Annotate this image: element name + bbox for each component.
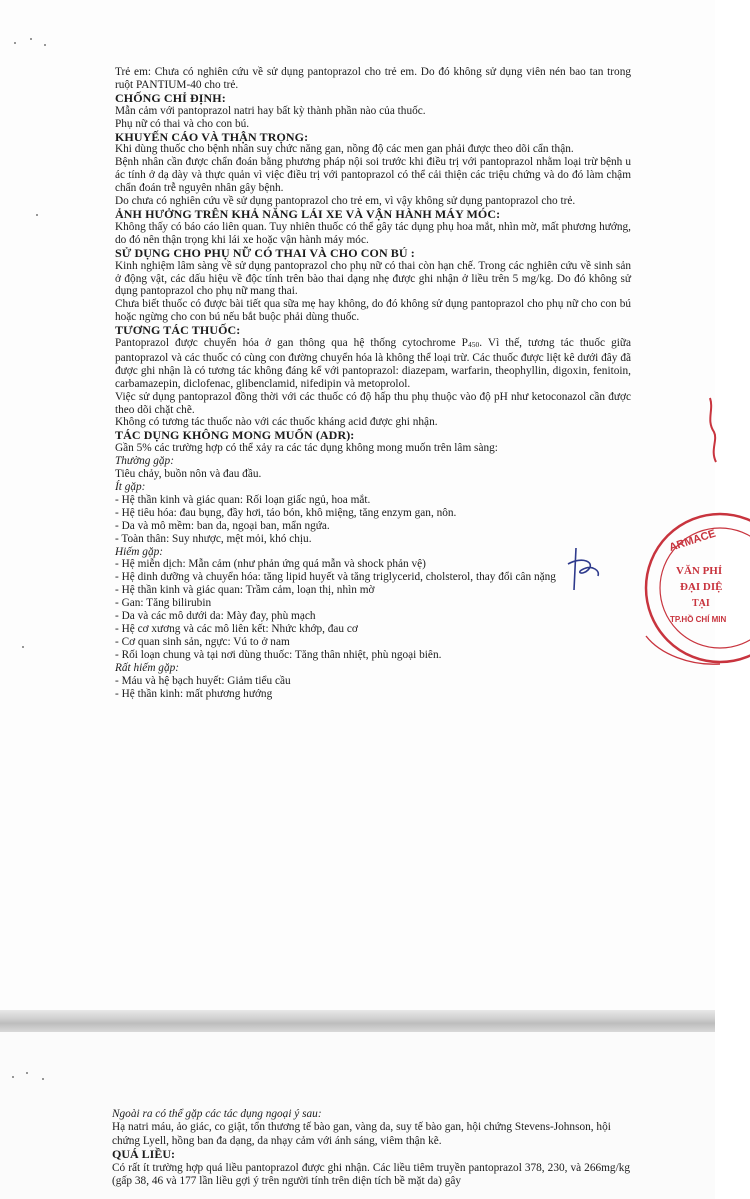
interactions-text bbox=[115, 337, 631, 391]
stamp-text: TẠI bbox=[692, 598, 710, 609]
contraindications-text: Phụ nữ có thai và cho con bú. bbox=[115, 117, 250, 130]
red-ink-mark bbox=[680, 390, 720, 480]
interactions-text-part: . Vì thế, tương tác thuốc giữa pantoprazol và các thuốc có cùng con đường chuyển hóa là không thể loại trừ. Các thuốc được liệt kê dưới đây đã được ghi nhận là có tương tác không đáng kể với pantoprazol: diazepam, warfarin, theophyllin, digoxin, fenitoin, carbamazepin, diclofenac, glibenclamid, nifedipin và metoprolol. bbox=[115, 337, 631, 390]
adr-rare-label: Hiếm gặp: bbox=[115, 545, 164, 558]
adr-intro: Gần 5% các trường hợp có thể xảy ra các tác dụng không mong muốn trên lâm sàng: bbox=[115, 442, 498, 455]
cytochrome-subscript: 450 bbox=[467, 340, 480, 350]
adr-very-rare-list bbox=[115, 675, 631, 701]
children-note: Trẻ em: Chưa có nghiên cứu về sử dụng pantoprazol cho trẻ em. Do đó không sử dụng viên nén bao tan trong ruột PANTIUM-40 cho trẻ. bbox=[115, 66, 631, 91]
interactions-text-part: Pantoprazol được chuyển hóa ở gan thông qua hệ thống cytochrome P bbox=[115, 337, 468, 350]
adr-list-item: - Gan: Tăng bilirubin bbox=[115, 597, 212, 610]
leaflet-body-continued bbox=[112, 1108, 630, 1188]
adr-list-item: - Hệ thần kinh và giác quan: Trầm cảm, loạn thị, nhìn mờ bbox=[115, 584, 375, 597]
stamp-text: VĂN PHỈ bbox=[676, 565, 723, 577]
adr-list-item: - Hệ thần kinh: mất phương hướng bbox=[115, 687, 273, 700]
warnings-text: Bệnh nhân cần được chẩn đoán bằng phương pháp nội soi trước khi điều trị với pantoprazol nhằm loại trừ bệnh u ác tính ở dạ dày và thực quản vì việc điều trị với pantoprazol có thể cải thiện các triệu chứng và do đó làm chậm chẩn đoán trễ nguyên nhân gây bệnh. bbox=[115, 156, 631, 195]
adr-list-item: - Da và mô mềm: ban da, ngoại ban, mẩn ngứa. bbox=[115, 519, 330, 532]
driving-text: Không thấy có báo cáo liên quan. Tuy nhiên thuốc có thể gây tác dụng phụ hoa mắt, nhìn mờ, mất phương hướng, do đó nên thận trọng khi lái xe hoặc vận hành máy móc. bbox=[115, 220, 631, 246]
stamp-text: TP.HỒ CHÍ MIN bbox=[670, 615, 727, 624]
adr-list-item: - Hệ cơ xương và các mô liên kết: Nhức khớp, đau cơ bbox=[115, 622, 358, 635]
overdose-heading: QUÁ LIỀU: bbox=[112, 1147, 176, 1162]
adr-list-item: - Máu và hệ bạch huyết: Giảm tiểu cầu bbox=[115, 674, 291, 687]
document-page-2 bbox=[0, 1032, 715, 1199]
adr-list-item: - Cơ quan sinh sản, ngực: Vú to ở nam bbox=[115, 635, 290, 648]
scan-speck bbox=[26, 1072, 28, 1074]
scan-speck bbox=[30, 38, 32, 40]
pregnancy-text: Kinh nghiệm lâm sàng về sử dụng pantoprazol cho phụ nữ có thai còn hạn chế. Trong các nghiên cứu về sinh sản ở động vật, các dấu hiệu về độc tính trên bào thai dạng nhẹ được ghi nhận ở liều trên 5 mg/kg. Do đó không sử dụng pantoprazol cho phụ nữ mang thai. bbox=[115, 259, 631, 298]
adr-rare-list bbox=[115, 558, 631, 661]
adr-list-item: - Da và các mô dưới da: Mày đay, phù mạch bbox=[115, 610, 316, 623]
adr-heading: TÁC DỤNG KHÔNG MONG MUỐN (ADR): bbox=[115, 428, 355, 443]
overdose-text: Có rất ít trường hợp quá liều pantoprazol được ghi nhận. Các liều tiêm truyền pantoprazol 378, 230, và 266mg/kg (gấp 38, 46 và 177 lần liều gợi ý trên người tính trên diện tích bề mặt da) gây bbox=[112, 1161, 630, 1188]
stamp-text: ARMACE bbox=[667, 527, 718, 554]
adr-list-item: - Hệ thần kinh và giác quan: Rối loạn giấc ngủ, hoa mắt. bbox=[115, 493, 371, 506]
signature-mark bbox=[562, 546, 602, 592]
adr-list-item: - Hệ dinh dưỡng và chuyển hóa: tăng lipid huyết và tăng triglycerid, cholsterol, thay đổi cân nặng bbox=[115, 571, 556, 584]
scan-speck bbox=[14, 42, 16, 44]
contraindications-heading: CHỐNG CHỈ ĐỊNH: bbox=[115, 90, 226, 105]
adr-common-list bbox=[115, 468, 631, 481]
warnings-text: Khi dùng thuốc cho bệnh nhân suy chức năng gan, nồng độ các men gan phải được theo dõi cẩn thận. bbox=[115, 143, 574, 156]
driving-heading: ẢNH HƯỞNG TRÊN KHẢ NĂNG LÁI XE VÀ VẬN HÀNH MÁY MÓC: bbox=[115, 206, 501, 221]
adr-list-item: - Hệ tiêu hóa: đau bụng, đầy hơi, táo bón, khô miệng, tăng enzym gan, nôn. bbox=[115, 506, 457, 519]
stamp-text: ĐẠI DIỆ bbox=[680, 581, 723, 593]
interactions-heading: TƯƠNG TÁC THUỐC: bbox=[115, 323, 241, 338]
scan-speck bbox=[12, 1076, 14, 1078]
warnings-text: Do chưa có nghiên cứu về sử dụng pantoprazol cho trẻ em, vì vậy không sử dụng pantoprazol cho trẻ. bbox=[115, 195, 576, 208]
interactions-text: Việc sử dụng pantoprazol đồng thời với các thuốc có độ hấp thu phụ thuộc vào độ pH như ketoconazol cần được theo dõi chặt chẽ. bbox=[115, 390, 631, 416]
adr-uncommon-label: Ít gặp: bbox=[115, 481, 146, 493]
adr-list-item: Tiêu chảy, buồn nôn và đau đầu. bbox=[115, 468, 262, 481]
scan-speck bbox=[42, 1078, 44, 1080]
interactions-text: Không có tương tác thuốc nào với các thuốc kháng acid được ghi nhận. bbox=[115, 416, 438, 429]
other-effects-intro: Ngoài ra có thể gặp các tác dụng ngoại ý sau: bbox=[112, 1108, 322, 1120]
scan-speck bbox=[36, 214, 38, 216]
pregnancy-text: Chưa biết thuốc có được bài tiết qua sữa mẹ hay không, do đó không sử dụng pantoprazol cho phụ nữ cho con bú hoặc ngừng cho con bú nếu bắt buộc phải dùng thuốc. bbox=[115, 298, 631, 324]
adr-list-item: - Toàn thân: Suy nhược, mệt mỏi, khó chịu. bbox=[115, 532, 312, 545]
adr-list-item: - Hệ miễn dịch: Mẫn cảm (như phản ứng quá mẫn và shock phản vệ) bbox=[115, 558, 426, 571]
contraindications-text: Mẫn cảm với pantoprazol natri hay bất kỳ thành phần nào của thuốc. bbox=[115, 104, 426, 117]
warnings-heading: KHUYẾN CÁO VÀ THẬN TRỌNG: bbox=[115, 129, 309, 144]
adr-common-label: Thường gặp: bbox=[115, 455, 174, 468]
adr-very-rare-label: Rất hiếm gặp: bbox=[115, 661, 180, 674]
page-divider bbox=[0, 1010, 715, 1032]
scan-speck bbox=[44, 44, 46, 46]
company-stamp bbox=[640, 508, 750, 668]
leaflet-body bbox=[115, 66, 631, 700]
pregnancy-heading: SỬ DỤNG CHO PHỤ NỮ CÓ THAI VÀ CHO CON BÚ : bbox=[115, 245, 415, 260]
adr-uncommon-list bbox=[115, 494, 631, 546]
adr-list-item: - Rối loạn chung và tại nơi dùng thuốc: Tăng thân nhiệt, phù ngoại biên. bbox=[115, 648, 442, 661]
other-effects-text: Hạ natri máu, ảo giác, co giật, tổn thương tế bào gan, vàng da, suy tế bào gan, hội chứng Stevens-Johnson, hội chứng Lyell, hồng ban đa dạng, da nhạy cảm với ánh sáng, viêm thận kẽ. bbox=[112, 1121, 611, 1147]
scan-speck bbox=[22, 646, 24, 648]
